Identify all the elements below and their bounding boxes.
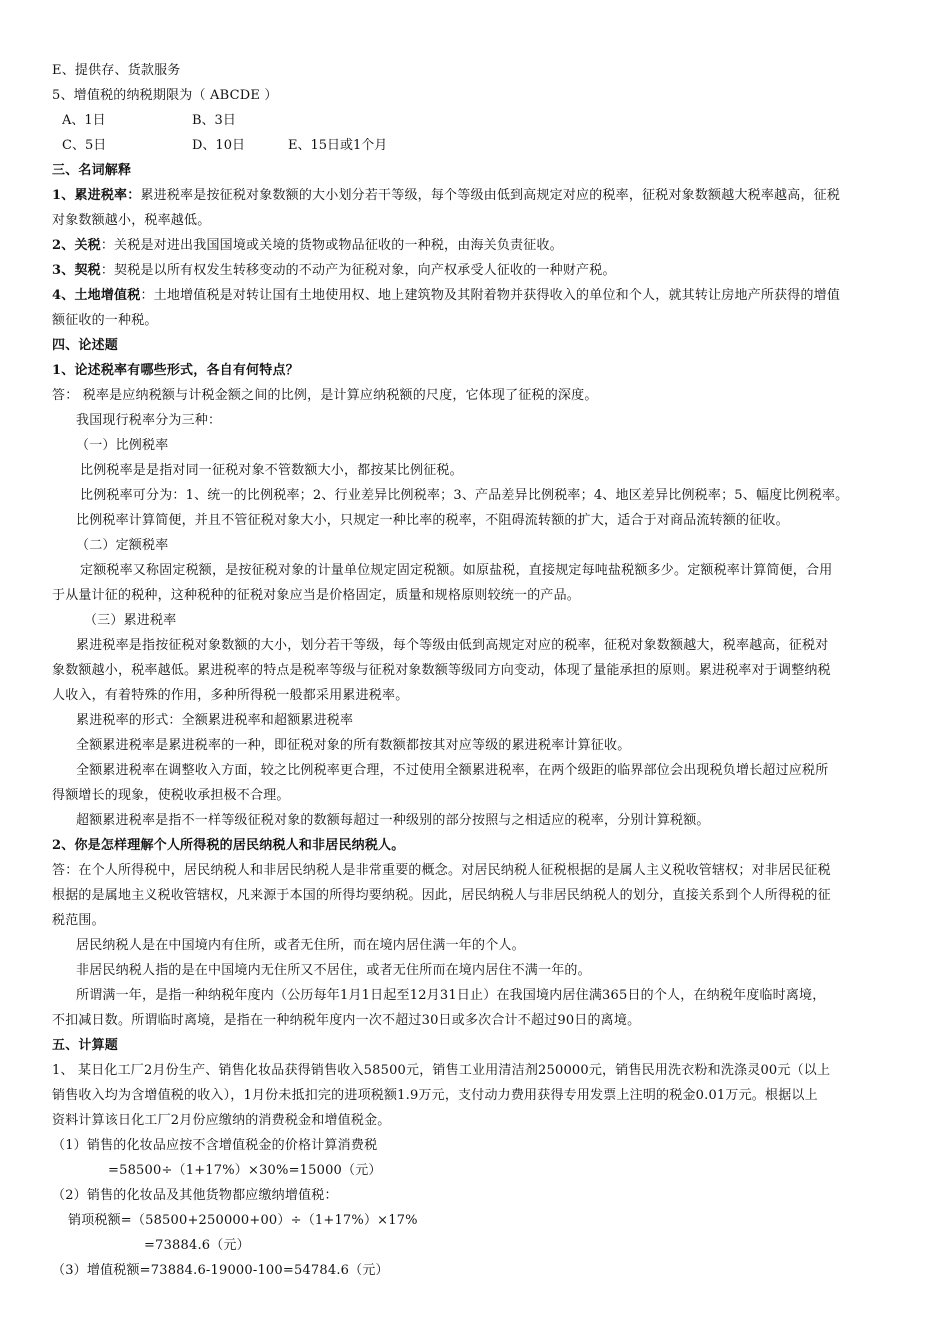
essay-1-answer: 答： 税率是应纳税额与计税金额之间的比例，是计算应纳税额的尺度，它体现了征税的深度。 [52, 388, 598, 403]
calc-formula: =58500÷（1+17%）×30%=15000（元） [108, 1163, 382, 1178]
subheading-proportional: （一）比例税率 [76, 438, 169, 453]
subheading-progressive: （三）累进税率 [84, 613, 177, 628]
calc-formula: =73884.6（元） [144, 1238, 250, 1253]
option-e: E、15日或1个月 [288, 138, 388, 153]
calc-step-1: （1）销售的化妆品应按不含增值税金的价格计算消费税 [52, 1138, 378, 1153]
essay-2-para: 税范围。 [52, 913, 105, 928]
term-3-label: 3、契税 [52, 263, 101, 278]
essay-1-para: 得额增长的现象，使税收承担极不合理。 [52, 788, 290, 803]
term-2-label: 2、关税 [52, 238, 101, 253]
section-heading-5: 五、计算题 [52, 1038, 119, 1053]
term-4-label: 4、土地增值税 [52, 288, 141, 303]
term-1-text: 累进税率是按征税对象数额的大小划分若干等级，每个等级由低到高规定对应的税率，征税对象数额越大税率越高，征税 [140, 188, 841, 203]
question-5-line: 5、增值税的纳税期限为（ ABCDE ） [52, 88, 278, 103]
essay-1-para: 累进税率是指按征税对象数额的大小，划分若干等级，每个等级由低到高规定对应的税率，征税对象数额越大，税率越高，征税对 [76, 638, 829, 653]
term-3-line [52, 262, 616, 280]
calc-formula: 销项税额=（58500+250000+00）÷（1+17%）×17% [68, 1213, 418, 1228]
essay-1-para: 我国现行税率分为三种： [76, 413, 222, 428]
essay-1-para: 比例税率是是指对同一征税对象不管数额大小，都按某比例征税。 [80, 463, 463, 478]
section-heading-3: 三、名词解释 [52, 163, 132, 178]
essay-2-para: 根据的是属地主义税收管辖权，凡来源于本国的所得均要纳税。因此，居民纳税人与非居民纳税人的划分，直接关系到个人所得税的征 [52, 888, 831, 903]
term-1-label: 1、累进税率： [52, 188, 141, 203]
essay-1-para: 人收入，有着特殊的作用，多种所得税一般都采用累进税率。 [52, 688, 409, 703]
essay-2-para: 不扣减日数。所谓临时离境，是指在一种纳税年度内一次不超过30日或多次合计不超过90日的离境。 [52, 1013, 641, 1028]
option-c: C、5日 [62, 138, 107, 153]
option-e-line: E、提供存、货款服务 [52, 63, 181, 78]
calc-step-2: （2）销售的化妆品及其他货物都应缴纳增值税： [52, 1188, 338, 1203]
essay-1-para: 比例税率计算简便，并且不管征税对象大小，只规定一种比率的税率，不阻碍流转额的扩大，适合于对商品流转额的征收。 [76, 513, 789, 528]
calc-step-3: （3）增值税额=73884.6-19000-100=54784.6（元） [52, 1263, 389, 1278]
essay-2-answer: 答：在个人所得税中，居民纳税人和非居民纳税人是非常重要的概念。对居民纳税人征税根据的是属人主义税收管辖权；对非居民征税 [52, 863, 831, 878]
essay-2-para: 居民纳税人是在中国境内有住所，或者无住所，而在境内居住满一年的个人。 [76, 938, 525, 953]
term-2-text: ：关税是对进出我国国境或关境的货物或物品征收的一种税，由海关负责征收。 [100, 238, 563, 253]
essay-2-para: 所谓满一年，是指一种纳税年度内（公历每年1月1日起至12月31日止）在我国境内居住满365日的个人，在纳税年度临时离境， [76, 988, 826, 1003]
term-1-cont: 对象数额越小，税率越低。 [52, 213, 211, 228]
term-4-text: ：土地增值税是对转让国有土地使用权、地上建筑物及其附着物并获得收入的单位和个人，就其转让房地产所获得的增值 [140, 288, 841, 303]
essay-question-1: 1、论述税率有哪些形式，各自有何特点？ [52, 363, 299, 378]
option-a: A、1日 [62, 113, 106, 128]
essay-1-para: 全额累进税率是累进税率的一种，即征税对象的所有数额都按其对应等级的累进税率计算征收。 [76, 738, 631, 753]
term-1-line [52, 187, 840, 205]
essay-2-para: 非居民纳税人指的是在中国境内无住所又不居住，或者无住所而在境内居住不满一年的。 [76, 963, 591, 978]
essay-1-para: 全额累进税率在调整收入方面，较之比例税率更合理，不过使用全额累进税率，在两个级距的临界部位会出现税负增长超过应税所 [76, 763, 829, 778]
essay-1-para: 象数额越小，税率越低。累进税率的特点是税率等级与征税对象数额等级同方向变动，体现了量能承担的原则。累进税率对于调整纳税 [52, 663, 831, 678]
essay-1-para: 于从量计征的税种，这种税种的征税对象应当是价格固定，质量和规格原则较统一的产品。 [52, 588, 581, 603]
essay-1-para: 比例税率可分为：1、统一的比例税率；2、行业差异比例税率；3、产品差异比例税率；4、地区差异比例税率；5、幅度比例税率。 [80, 488, 849, 503]
subheading-fixed: （二）定额税率 [76, 538, 169, 553]
essay-1-para: 累进税率的形式：全额累进税率和超额累进税率 [76, 713, 354, 728]
term-3-text: ：契税是以所有权发生转移变动的不动产为征税对象，向产权承受人征收的一种财产税。 [100, 263, 616, 278]
essay-question-2: 2、你是怎样理解个人所得税的居民纳税人和非居民纳税人。 [52, 838, 405, 853]
calc-question-1: 资料计算该日化工厂2月份应缴纳的消费税金和增值税金。 [52, 1113, 391, 1128]
term-4-cont: 额征收的一种税。 [52, 313, 158, 328]
essay-1-para: 超额累进税率是指不一样等级征税对象的数额每超过一种级别的部分按照与之相适应的税率，分别计算税额。 [76, 813, 710, 828]
calc-question-1: 销售收入均为含增值税的收入），1月份未抵扣完的进项税额1.9万元，支付动力费用获得专用发票上注明的税金0.01万元。根据以上 [52, 1088, 818, 1103]
calc-question-1: 1、 某日化工厂2月份生产、销售化妆品获得销售收入58500元，销售工业用清洁剂250000元，销售民用洗衣粉和洗涤灵00元（以上 [52, 1063, 831, 1078]
option-d: D、10日 [192, 138, 245, 153]
essay-1-para: 定额税率又称固定税额，是按征税对象的计量单位规定固定税额。如原盐税，直接规定每吨盐税额多少。定额税率计算简便，合用 [80, 563, 833, 578]
section-heading-4: 四、论述题 [52, 338, 119, 353]
term-4-line [52, 287, 840, 305]
option-b: B、3日 [192, 113, 236, 128]
term-2-line [52, 237, 563, 255]
